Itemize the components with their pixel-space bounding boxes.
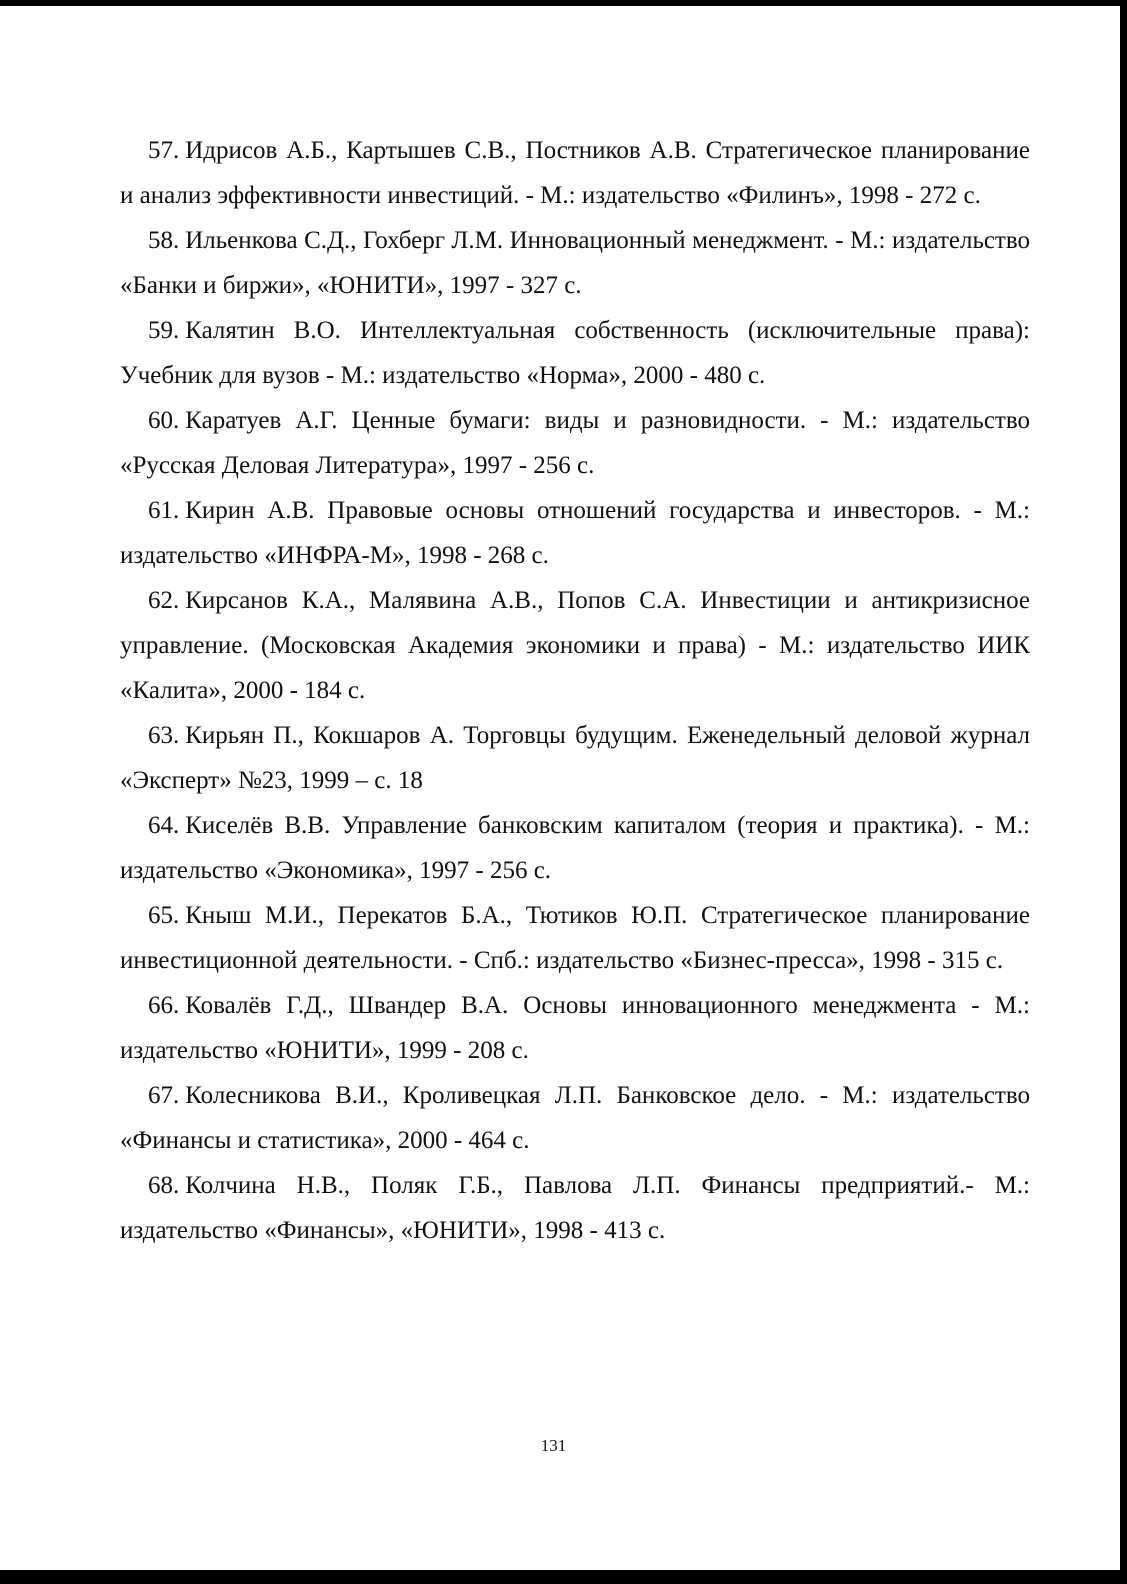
scan-border-bottom — [0, 1570, 1127, 1584]
reference-59 — [120, 308, 1030, 398]
reference-text: Идрисов А.Б., Картышев С.В., Постников А.В. Стратегическое планирование и анализ эффективности инвестиций. - М.: издательство «Филинъ», 1998 - 272 с. — [120, 137, 1030, 209]
reference-text: Колесникова В.И., Кроливецкая Л.П. Банковское дело. - М.: издательство «Финансы и статистика», 2000 - 464 с. — [120, 1082, 1030, 1154]
reference-65 — [120, 893, 1030, 983]
reference-67 — [120, 1073, 1030, 1163]
reference-number: 64. — [148, 812, 180, 839]
reference-number: 59. — [148, 317, 180, 344]
reference-62 — [120, 578, 1030, 713]
reference-text: Кирьян П., Кокшаров А. Торговцы будущим. Еженедельный деловой журнал «Эксперт» №23, 1999 – с. 18 — [120, 722, 1030, 794]
reference-number: 65. — [148, 902, 180, 929]
reference-58 — [120, 218, 1030, 308]
reference-number: 66. — [148, 992, 180, 1019]
reference-number: 68. — [148, 1172, 180, 1199]
reference-number: 62. — [148, 587, 180, 614]
reference-text: Ковалёв Г.Д., Швандер В.А. Основы инновационного менеджмента - М.: издательство «ЮНИТИ», 1999 - 208 с. — [120, 992, 1030, 1064]
reference-number: 60. — [148, 407, 180, 434]
scan-border-top — [0, 0, 1127, 6]
reference-text: Каратуев А.Г. Ценные бумаги: виды и разновидности. - М.: издательство «Русская Деловая Литература», 1997 - 256 с. — [120, 407, 1030, 479]
reference-68 — [120, 1163, 1030, 1253]
reference-61 — [120, 488, 1030, 578]
scan-border-right — [1120, 0, 1127, 1584]
reference-number: 58. — [148, 227, 180, 254]
reference-63 — [120, 713, 1030, 803]
reference-number: 57. — [148, 137, 180, 164]
bibliography-list — [120, 128, 1030, 1253]
reference-number: 67. — [148, 1082, 180, 1109]
reference-57 — [120, 128, 1030, 218]
reference-60 — [120, 398, 1030, 488]
reference-text: Колчина Н.В., Поляк Г.Б., Павлова Л.П. Финансы предприятий.- М.: издательство «Финансы», «ЮНИТИ», 1998 - 413 с. — [120, 1172, 1030, 1244]
reference-text: Киселёв В.В. Управление банковским капиталом (теория и практика). - М.: издательство «Экономика», 1997 - 256 с. — [120, 812, 1030, 884]
reference-text: Кныш М.И., Перекатов Б.А., Тютиков Ю.П. Стратегическое планирование инвестиционной деятельности. - Спб.: издательство «Бизнес-пресса», 1998 - 315 с. — [120, 902, 1030, 974]
reference-number: 63. — [148, 722, 180, 749]
reference-text: Калятин В.О. Интеллектуальная собственность (исключительные права): Учебник для вузов - М.: издательство «Норма», 2000 - 480 с. — [120, 317, 1030, 389]
reference-64 — [120, 803, 1030, 893]
reference-text: Ильенкова С.Д., Гохберг Л.М. Инновационный менеджмент. - М.: издательство «Банки и биржи», «ЮНИТИ», 1997 - 327 с. — [120, 227, 1030, 299]
reference-text: Кирин А.В. Правовые основы отношений государства и инвесторов. - М.: издательство «ИНФРА-М», 1998 - 268 с. — [120, 497, 1030, 569]
page-number: 131 — [540, 1436, 567, 1455]
reference-number: 61. — [148, 497, 180, 524]
reference-66 — [120, 983, 1030, 1073]
reference-text: Кирсанов К.А., Малявина А.В., Попов С.А. Инвестиции и антикризисное управление. (Московская Академия экономики и права) - М.: издательство ИИК «Калита», 2000 - 184 с. — [120, 587, 1030, 704]
